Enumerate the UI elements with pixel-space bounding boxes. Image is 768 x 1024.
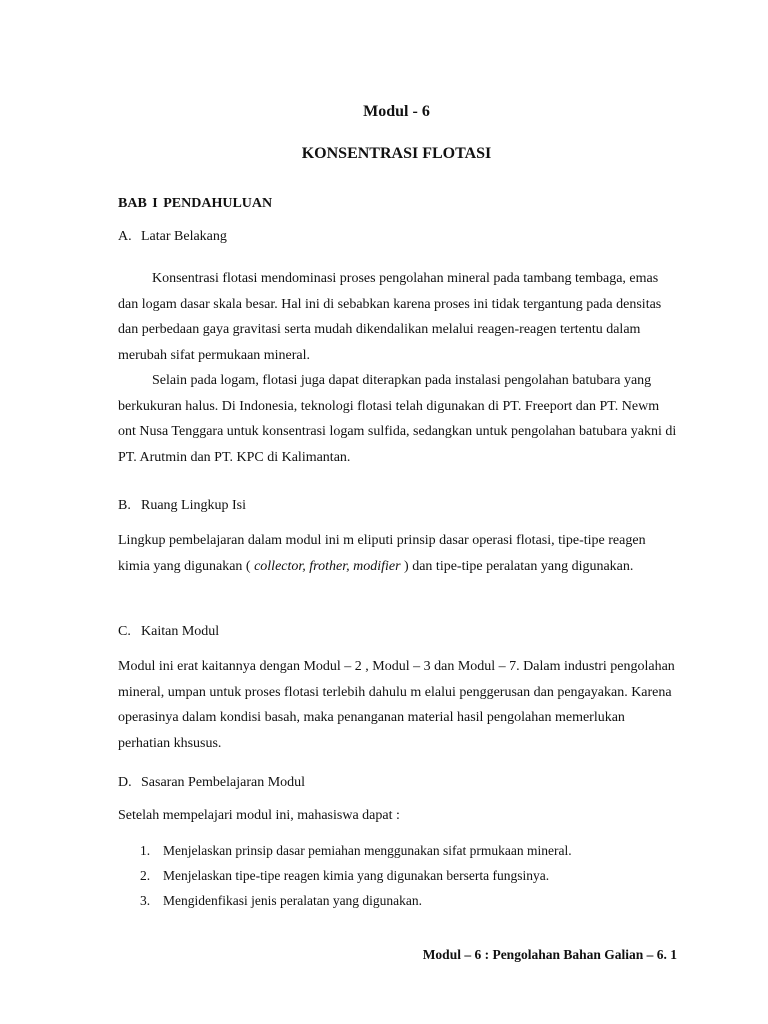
page-footer: Modul – 6 : Pengolahan Bahan Galian – 6. 1 bbox=[422, 947, 677, 962]
objectives-list bbox=[140, 842, 572, 917]
section-a-paragraph-2: Selain pada logam, flotasi juga dapat diterapkan pada instalasi pengolahan batubara yang berkukuran halus. Di Indonesia, teknologi flotasi telah digunakan di PT. Freeport dan PT. Newm ont Nusa Tenggara untuk konsentrasi logam sulfida, sedangkan untuk pengolahan batubara yakni di PT. Arutmin dan PT. KPC di Kalimantan. bbox=[118, 373, 677, 465]
list-item bbox=[140, 892, 572, 917]
chapter-heading: BAB I PENDAHULUAN bbox=[118, 196, 273, 211]
section-a-paragraph-1: Konsentrasi flotasi mendominasi proses pengolahan mineral pada tambang tembaga, emas dan logam dasar skala besar. Hal ini di sebabkan karena proses ini tidak tergantung pada densitas dan perbedaan gaya gravitasi serta mudah dikendalikan melalui reagen-reagen tertentu dalam merubah sifat permukaan mineral. bbox=[118, 271, 662, 363]
section-b-text-before: Lingkup pembelajaran dalam modul ini m eliputi prinsip dasar operasi flotasi, tipe-tipe reagen kimia yang digunakan ( bbox=[118, 533, 646, 574]
section-b-title: Ruang Lingkup Isi bbox=[141, 498, 246, 513]
section-d-letter: D. bbox=[118, 775, 132, 790]
section-a-title: Latar Belakang bbox=[141, 229, 227, 244]
module-title: Modul - 6 bbox=[363, 103, 430, 120]
section-a-letter: A. bbox=[118, 229, 132, 244]
section-c-letter: C. bbox=[118, 624, 131, 639]
section-c-title: Kaitan Modul bbox=[141, 624, 220, 639]
list-item-text: Mengidenfikasi jenis peralatan yang digunakan. bbox=[163, 893, 423, 908]
section-b-paragraph bbox=[118, 528, 678, 579]
list-item bbox=[140, 867, 572, 892]
section-a-heading bbox=[118, 229, 227, 245]
main-title: KONSENTRASI FLOTASI bbox=[301, 145, 492, 162]
list-item-number: 1. bbox=[140, 843, 151, 858]
list-item bbox=[140, 842, 572, 867]
list-item-number: 3. bbox=[140, 893, 151, 908]
section-d-heading bbox=[118, 775, 305, 791]
section-b-text-after: ) dan tipe-tipe peralatan yang digunakan. bbox=[400, 558, 634, 574]
section-d-intro: Setelah mempelajari modul ini, mahasiswa dapat : bbox=[118, 808, 400, 823]
list-item-number: 2. bbox=[140, 868, 151, 883]
list-item-text: Menjelaskan tipe-tipe reagen kimia yang digunakan berserta fungsinya. bbox=[163, 868, 550, 883]
list-item-text: Menjelaskan prinsip dasar pemiahan menggunakan sifat prmukaan mineral. bbox=[163, 843, 572, 858]
section-b-heading bbox=[118, 498, 246, 514]
section-b-letter: B. bbox=[118, 498, 131, 513]
section-c-heading bbox=[118, 624, 219, 640]
section-d-title: Sasaran Pembelajaran Modul bbox=[141, 775, 306, 790]
section-b-reagent-terms: collector, frother, modifier bbox=[254, 558, 401, 574]
section-c-paragraph: Modul ini erat kaitannya dengan Modul – 2 , Modul – 3 dan Modul – 7. Dalam industri pengolahan mineral, umpan untuk proses flotasi terlebih dahulu m elalui penggerusan dan pengayakan. Karena operasinya dalam kondisi basah, maka penanganan material hasil pengolahan memerlukan perhatian khsusus. bbox=[118, 659, 675, 751]
